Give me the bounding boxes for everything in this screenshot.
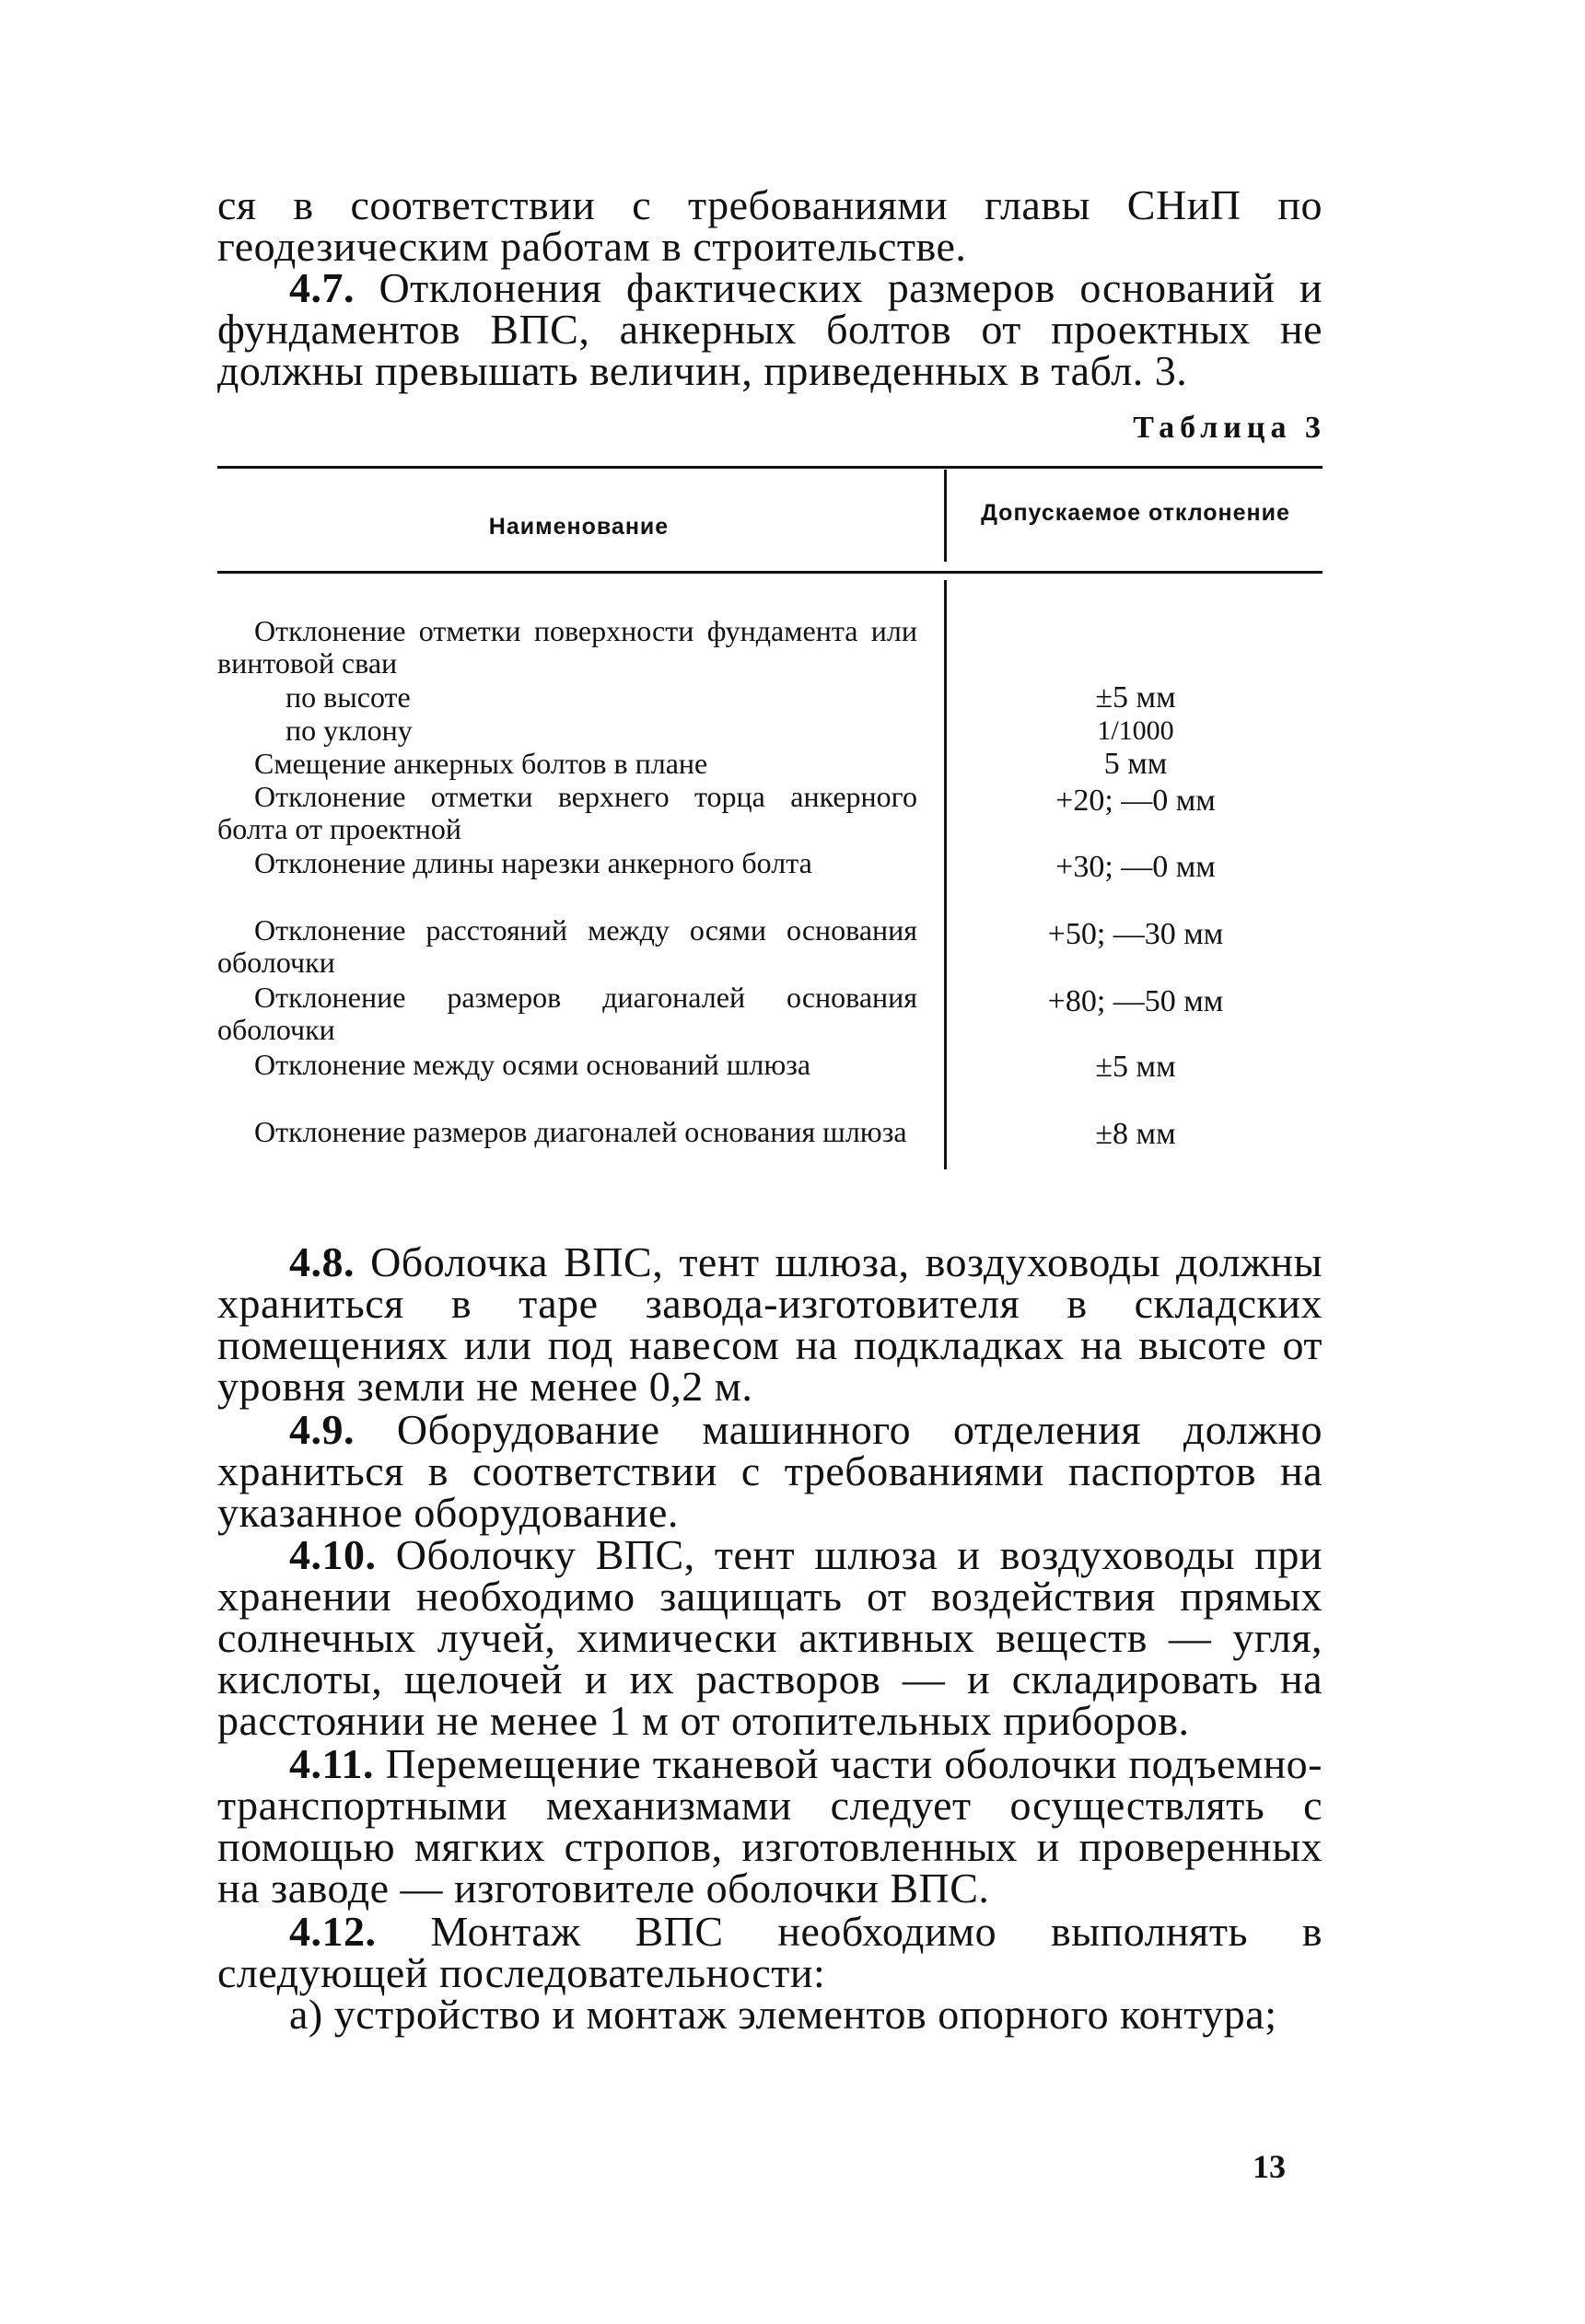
- table-row-name: по высоте: [286, 680, 411, 714]
- section-4-7: 4.7. Отклонения фактических размеров оснований и фундаментов ВПС, анкерных болтов от проектных не должны превышать величин, приведенных в табл. 3.: [217, 264, 1323, 394]
- intro-paragraph: ся в соответствии с требованиями главы СНиП по геодезическим работам в строительстве.: [217, 181, 1323, 270]
- table-row-value: +30; —0 мм: [1055, 850, 1216, 884]
- table-row-value: 1/1000: [1097, 715, 1174, 746]
- table-header-deviation: Допускаемое отклонение: [981, 500, 1290, 526]
- section-number: 4.10.: [289, 1531, 377, 1578]
- table-row-value: +20; —0 мм: [1055, 784, 1216, 818]
- table-row-name: Отклонение отметки верхнего торца анкерного болта от проектной: [217, 780, 917, 845]
- table-top-rule: [217, 466, 1323, 469]
- page-number: 13: [1253, 2148, 1286, 2185]
- table-row-name: Отклонение размеров диагоналей основания оболочки: [217, 981, 917, 1046]
- list-item-a: а) устройство и монтаж элементов опорного контура;: [289, 1991, 1277, 2038]
- table-row-name: Отклонение длины нарезки анкерного болта: [254, 846, 812, 879]
- table-row-name: Отклонение расстояний между осями основания оболочки: [217, 913, 917, 979]
- table-row-name: Отклонение размеров диагоналей основания шлюза: [254, 1115, 907, 1148]
- table-row-value: +80; —50 мм: [1047, 984, 1224, 1018]
- table-row-name: Отклонение между осями оснований шлюза: [254, 1048, 811, 1081]
- section-number: 4.12.: [289, 1908, 377, 1955]
- section-number: 4.7.: [289, 264, 355, 311]
- table-header-name: Наименование: [488, 514, 670, 540]
- table-row-name: Отклонение отметки поверхности фундамента или винтовой сваи: [217, 614, 917, 680]
- table-row-value: ±8 мм: [1095, 1117, 1176, 1151]
- table-column-divider: [944, 580, 947, 1169]
- table-caption: Таблица 3: [1133, 411, 1326, 445]
- table-row-value: ±5 мм: [1095, 680, 1176, 715]
- section-number: 4.9.: [289, 1406, 355, 1453]
- table-header-rule: [217, 571, 1323, 574]
- section-4-11: 4.11. Перемещение тканевой части оболочки подъемно-транспортными механизмами следует осуществлять с помощью мягких стропов, изготовленных и проверенных на заводе — изготовителе оболочки ВПС.: [217, 1740, 1323, 1911]
- table-row-value: 5 мм: [1103, 747, 1168, 781]
- section-number: 4.8.: [289, 1238, 355, 1285]
- section-4-8: 4.8. Оболочка ВПС, тент шлюза, воздуховоды должны храниться в таре завода-изготовителя в складских помещениях или под навесом на подкладках на высоте от уровня земли не менее 0,2 м.: [217, 1238, 1323, 1410]
- table-row-name: по уклону: [286, 714, 413, 747]
- section-number: 4.11.: [289, 1740, 374, 1787]
- table-header-divider: [944, 470, 947, 562]
- table-row-value: ±5 мм: [1095, 1050, 1176, 1084]
- section-4-9: 4.9. Оборудование машинного отделения должно храниться в соответствии с требованиями паспортов на указанное оборудование.: [217, 1406, 1323, 1536]
- table-row-value: +50; —30 мм: [1047, 917, 1224, 951]
- table-row-name: Смещение анкерных болтов в плане: [254, 747, 708, 780]
- section-4-10: 4.10. Оболочку ВПС, тент шлюза и воздуховоды при хранении необходимо защищать от воздействия прямых солнечных лучей, химически активных веществ — угля, кислоты, щелочей и их растворов — и складировать на расстоянии не менее 1 м от отопительных приборов.: [217, 1531, 1323, 1744]
- section-4-12: 4.12. Монтаж ВПС необходимо выполнять в следующей последовательности:: [217, 1908, 1323, 1996]
